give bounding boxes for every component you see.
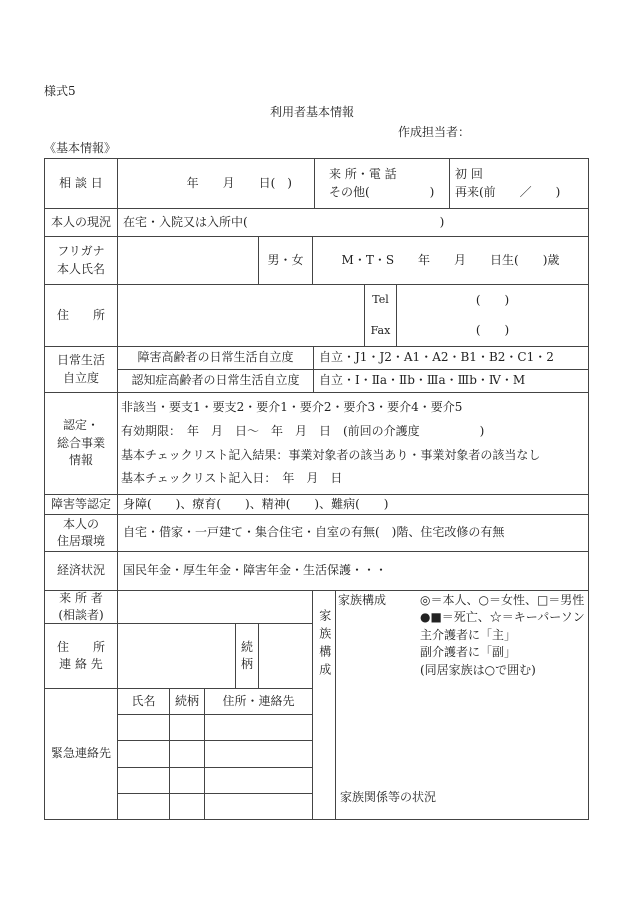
address-field[interactable] <box>117 284 365 347</box>
disability-field[interactable]: 身障( )、療育( )、精神( )、難病( ) <box>117 494 589 515</box>
disabled-elderly-label: 障害高齢者の日常生活自立度 <box>117 346 314 370</box>
consult-date-field[interactable]: 年 月 日( ) <box>117 158 315 209</box>
relation-label: 続 柄 <box>235 623 259 689</box>
economy-label: 経済状況 <box>44 551 118 591</box>
tel-fax-labels <box>364 284 397 347</box>
checklist-date[interactable]: 基本チェックリスト記入日： 年 月 日 <box>121 471 343 486</box>
dementia-elderly-label: 認知症高齢者の日常生活自立度 <box>117 369 314 393</box>
tel-field[interactable]: ( ) <box>475 292 510 307</box>
emergency-relation-field[interactable] <box>169 714 205 741</box>
certification-label: 認定・ 総合事業 情報 <box>44 392 118 495</box>
visitor-field[interactable] <box>117 590 313 624</box>
emergency-relation-field[interactable] <box>169 767 205 794</box>
status-label: 本人の現況 <box>44 208 118 237</box>
emergency-name-field[interactable] <box>117 793 170 820</box>
economy-field[interactable]: 国民年金・厚生年金・障害年金・生活保護・・・ <box>117 551 589 591</box>
tel-fax-fields <box>396 284 589 347</box>
certification-field <box>117 392 589 495</box>
emergency-header-relation: 続柄 <box>169 688 205 715</box>
emergency-name-field[interactable] <box>117 740 170 768</box>
form-number: 様式5 <box>44 84 76 98</box>
daily-living-label: 日常生活 自立度 <box>44 346 118 393</box>
section-heading: 《基本情報》 <box>44 141 117 155</box>
gender-field[interactable]: 男・女 <box>258 236 313 285</box>
fax-label: Fax <box>370 323 391 337</box>
contact-label: 住 所 連 絡 先 <box>44 623 118 689</box>
address-label: 住 所 <box>44 284 118 347</box>
checklist-result[interactable]: 基本チェックリスト記入結果：事業対象者の該当あり・事業対象者の該当なし <box>121 447 541 462</box>
housing-label: 本人の 住居環境 <box>44 514 118 552</box>
emergency-header-name: 氏名 <box>117 688 170 715</box>
emergency-header-contact: 住所・連絡先 <box>204 688 313 715</box>
validity-period[interactable]: 有効期限： 年 月 日～ 年 月 日 (前回の介護度 ) <box>121 423 485 438</box>
name-label: フリガナ 本人氏名 <box>44 236 118 285</box>
status-field[interactable]: 在宅・入院又は入所中( ) <box>117 208 589 237</box>
emergency-contact-field[interactable] <box>204 767 313 794</box>
disability-label: 障害等認定 <box>44 494 118 515</box>
disabled-elderly-field[interactable]: 自立・J1・J2・A1・A2・B1・B2・C1・2 <box>313 346 589 370</box>
emergency-contact-field[interactable] <box>204 740 313 768</box>
name-field[interactable] <box>117 236 259 285</box>
housing-field[interactable]: 自宅・借家・一戸建て・集合住宅・自室の有無( )階、住宅改修の有無 <box>117 514 589 552</box>
emergency-relation-field[interactable] <box>169 793 205 820</box>
fax-field[interactable]: ( ) <box>475 323 510 338</box>
family-vertical-text: 家族構成 <box>317 609 332 681</box>
emergency-name-field[interactable] <box>117 714 170 741</box>
consult-method-field[interactable]: 来 所・電 話 その他( ) <box>314 158 450 209</box>
visit-count-field[interactable]: 初 回 再来(前 ／ ) <box>449 158 589 209</box>
care-level-options[interactable]: 非該当・要支1・要支2・要介1・要介2・要介3・要介4・要介5 <box>121 400 463 415</box>
emergency-contact-field[interactable] <box>204 714 313 741</box>
consult-date-label: 相 談 日 <box>44 158 118 209</box>
emergency-label: 緊急連絡先 <box>44 688 118 820</box>
relation-field[interactable] <box>258 623 313 689</box>
emergency-name-field[interactable] <box>117 767 170 794</box>
dementia-elderly-field[interactable]: 自立・Ⅰ・Ⅱa・Ⅱb・Ⅲa・Ⅲb・Ⅳ・M <box>313 369 589 393</box>
tel-label: Tel <box>372 293 389 307</box>
emergency-relation-field[interactable] <box>169 740 205 768</box>
contact-field[interactable] <box>117 623 236 689</box>
visitor-label: 来 所 者 (相談者) <box>44 590 118 624</box>
page-title: 利用者基本情報 <box>270 105 355 119</box>
family-title: 家族構成 <box>338 593 387 607</box>
family-vertical-label <box>312 590 336 820</box>
birth-field[interactable]: M・T・S 年 月 日生( )歳 <box>312 236 589 285</box>
author-label: 作成担当者： <box>398 125 471 139</box>
family-legend: ◎＝本人、○＝女性、□＝男性 ●■＝死亡、☆＝キーパーソン 主介護者に「主」 副介護者に「副」 (同居家族は○で囲む) <box>420 593 585 677</box>
emergency-contact-field[interactable] <box>204 793 313 820</box>
family-relations-label: 家族関係等の状況 <box>340 790 437 804</box>
